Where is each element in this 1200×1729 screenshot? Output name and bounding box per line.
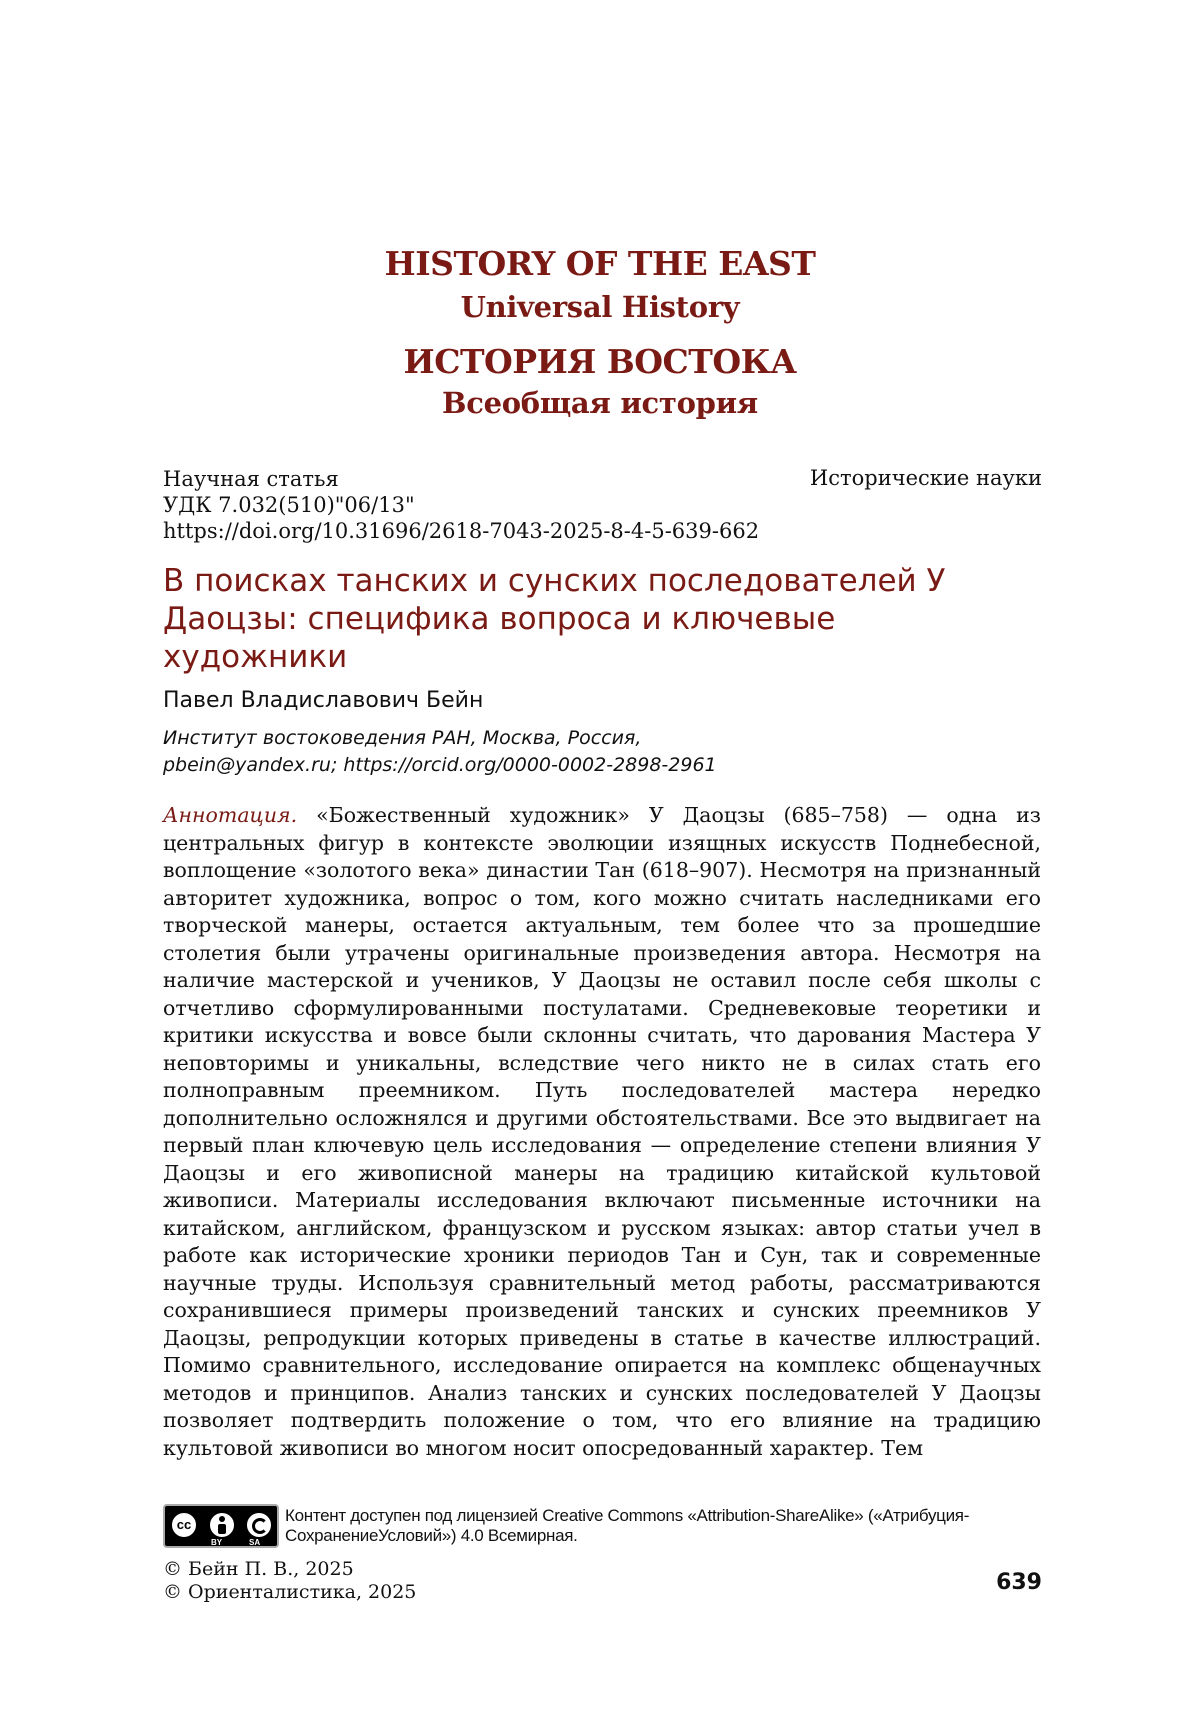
author-affiliation: Институт востоковедения РАН, Москва, Россия, bbox=[163, 727, 642, 749]
sa-label: SA bbox=[249, 1538, 261, 1547]
cc-license-badge[interactable] bbox=[163, 1504, 279, 1548]
article-type: Научная статья bbox=[163, 467, 339, 491]
license-text: Контент доступен под лицензией Creative Commons «Attribution-ShareAlike» («Атрибуция-СохранениеУсловий») 4.0 Всемирная. bbox=[285, 1506, 970, 1545]
science-field: Исторические науки bbox=[809, 466, 1042, 490]
section-title-ru: ИСТОРИЯ ВОСТОКА bbox=[403, 342, 797, 381]
cc-icon: cc bbox=[170, 1511, 198, 1539]
copyright-journal: © Ориенталистика, 2025 bbox=[163, 1581, 417, 1603]
doi-link[interactable]: https://doi.org/10.31696/2618-7043-2025-8-4-5-639-662 bbox=[163, 519, 760, 543]
copyright-author: © Бейн П. В., 2025 bbox=[163, 1558, 354, 1580]
udk-code: УДК 7.032(510)"06/13" bbox=[163, 493, 415, 517]
by-label: BY bbox=[211, 1538, 223, 1547]
share-alike-icon bbox=[245, 1511, 273, 1539]
subsection-title-en: Universal History bbox=[460, 290, 740, 324]
attribution-icon bbox=[208, 1511, 236, 1539]
article-title: В поисках танских и сунских последователей У Даоцзы: специфика вопроса и ключевые художники bbox=[163, 563, 946, 675]
page-number: 639 bbox=[996, 1570, 1042, 1595]
author-contacts[interactable]: pbein@yandex.ru; https://orcid.org/0000-0002-2898-2961 bbox=[163, 754, 717, 776]
abstract bbox=[163, 802, 1041, 1462]
abstract-label: Аннотация. bbox=[163, 803, 298, 827]
section-title-en: HISTORY OF THE EAST bbox=[384, 244, 816, 283]
author-name: Павел Владиславович Бейн bbox=[163, 688, 484, 713]
subsection-title-ru: Всеобщая история bbox=[442, 386, 758, 420]
abstract-text: «Божественный художник» У Даоцзы (685–758) — одна из центральных фигур в контексте эволюции изящных искусств Поднебесной, воплощение «золотого века» династии Тан (618–907). Несмотря на признанный авторитет художника, вопрос о том, кого можно считать наследниками его творческой манеры, остается актуальным, тем более что за прошедшие столетия были утрачены оригинальные произведения автора. Несмотря на наличие мастерской и учеников, У Даоцзы не оставил после себя школы с отчетливо сформулированными постулатами. Средневековые теоретики и критики искусства и вовсе были склонны считать, что дарования Мастера У неповторимы и уникальны, вследствие чего никто не в силах стать его полноправным преемником. Путь последователей мастера нередко дополнительно осложнялся и другими обстоятельствами. Все это выдвигает на первый план ключевую цель исследования — определение степени влияния У Даоцзы и его живописной манеры на традицию китайской культовой живописи. Материалы исследования включают письменные источники на китайском, английском, французском и русском языках: автор статьи учел в работе как исторические хроники периодов Тан и Сун, так и современные научные труды. Используя сравнительный метод работы, рассматриваются сохранившиеся примеры произведений танских и сунских преемников У Даоцзы, репродукции которых приведены в статье в качестве иллюстраций. Помимо сравнительного, исследование опирается на комплекс общенаучных методов и принципов. Анализ танских и сунских последователей У Даоцзы позволяет подтвердить положение о том, что его влияние на традицию культовой живописи во многом носит опосредованный характер. Тем bbox=[163, 803, 1041, 1460]
